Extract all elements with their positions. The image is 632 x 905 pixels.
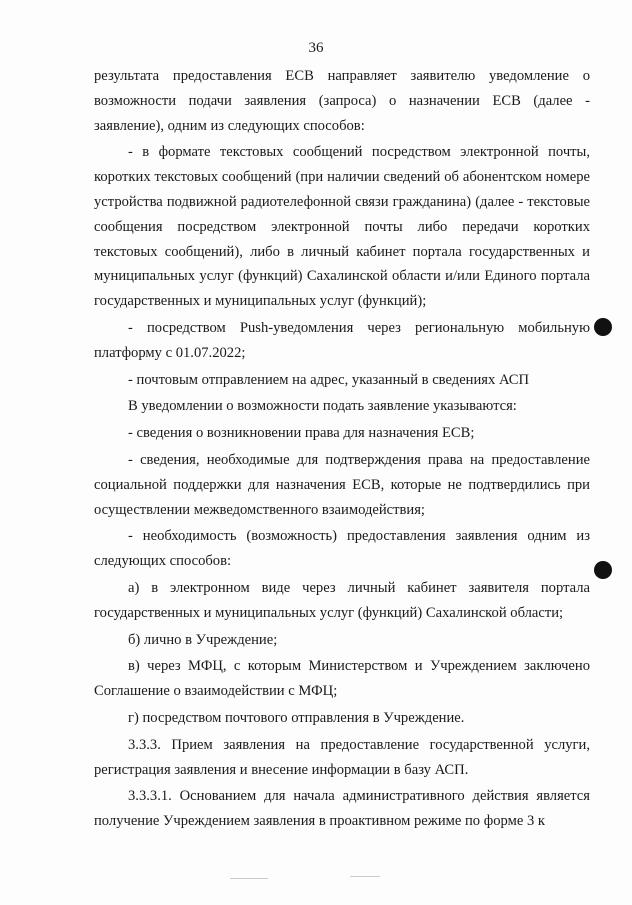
page-number: 36 — [308, 40, 324, 56]
paragraph-option-b: б) лично в Учреждение; — [128, 631, 278, 648]
paragraph-bullet-push: - посредством Push-уведомления через региональную мобильную платформу с 01.07.2022; — [94, 319, 590, 361]
document-body — [94, 64, 590, 836]
paragraph-bullet-post: - почтовым отправлением на адрес, указанный в сведениях АСП — [128, 371, 530, 388]
paragraph-option-c: в) через МФЦ, с которым Министерством и Учреждением заключено Соглашение о взаимодействии с МФЦ; — [94, 658, 590, 700]
paragraph-notice-contents: В уведомлении о возможности подать заявление указываются: — [128, 398, 517, 415]
paragraph-continuation: результата предоставления ЕСВ направляет заявителю уведомление о возможности подачи заявления (запроса) о назначении ЕСВ (далее - заявление), одним из следующих способов: — [94, 68, 590, 134]
paragraph-bullet-necessity: - необходимость (возможность) предоставления заявления одним из следующих способов: — [94, 528, 590, 570]
paragraph-option-a: а) в электронном виде через личный кабинет заявителя портала государственных и муниципальных услуг (функций) Сахалинской области; — [94, 579, 590, 621]
paragraph-section-3-3-3: 3.3.3. Прием заявления на предоставление государственной услуги, регистрация заявления и внесение информации в базу АСП. — [94, 736, 590, 778]
scan-noise — [350, 876, 380, 877]
paragraph-bullet-text-messages: - в формате текстовых сообщений посредством электронной почты, коротких текстовых сообщений (при наличии сведений об абонентском номере устройства подвижной радиотелефонной связи гражданина) (далее - текстовые сообщения посредством электронной почты либо передачи коротких текстовых сообщений), либо в личный кабинет портала государственных и муниципальных услуг (функций) Сахалинской области и/или Единого портала государственных и муниципальных услуг (функций); — [94, 144, 590, 310]
paragraph-option-d: г) посредством почтового отправления в Учреждение. — [128, 709, 465, 726]
scan-noise — [230, 878, 268, 879]
binder-hole-mark — [594, 318, 612, 336]
paragraph-bullet-confirmation: - сведения, необходимые для подтверждения права на предоставление социальной поддержки для назначения ЕСВ, которые не подтвердились при осуществлении межведомственного взаимодействия; — [94, 451, 590, 518]
paragraph-section-3-3-3-1: 3.3.3.1. Основанием для начала административного действия является получение Учреждением заявления в проактивном режиме по форме 3 к — [94, 788, 590, 830]
binder-hole-mark — [594, 561, 612, 579]
paragraph-bullet-right: - сведения о возникновении права для назначения ЕСВ; — [128, 425, 475, 442]
